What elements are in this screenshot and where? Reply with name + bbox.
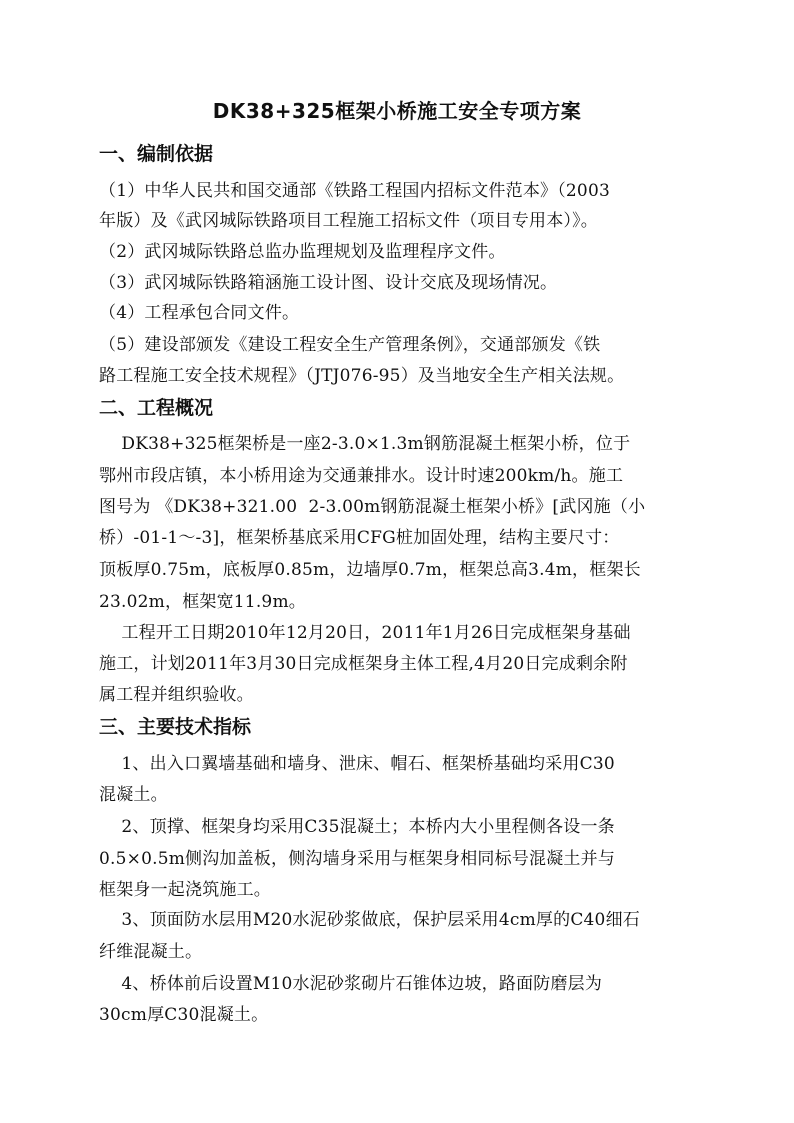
section-heading-overview: 二、工程概况 — [99, 397, 214, 419]
paragraph-line: 23.02m，框架宽11.9m。 — [99, 592, 306, 612]
paragraph-line: 图号为 《DK38+321.00 2-3.00m钢筋混凝土框架小桥》[武冈施（小 — [99, 497, 646, 517]
paragraph-line: 3、顶面防水层用M20水泥砂浆做底，保护层采用4cm厚的C40细石 — [99, 910, 640, 930]
paragraph-line: （5）建设部颁发《建设工程安全生产管理条例》，交通部颁发《铁 — [99, 335, 601, 355]
section-heading-basis: 一、编制依据 — [99, 143, 214, 165]
paragraph-line: 混凝土。 — [99, 785, 168, 805]
paragraph-line: DK38+325框架桥是一座2-3.0×1.3m钢筋混凝土框架小桥，位于 — [99, 434, 631, 454]
paragraph-line: 1、出入口翼墙基础和墙身、泄床、帽石、框架桥基础均采用C30 — [99, 754, 615, 774]
paragraph-line: 施工，计划2011年3月30日完成框架身主体工程,4月20日完成剩余附 — [99, 654, 628, 674]
paragraph-line: 4、桥体前后设置M10水泥砂浆砌片石锥体边坡，路面防磨层为 — [99, 974, 603, 994]
paragraph-line: 2、顶撑、框架身均采用C35混凝土；本桥内大小里程侧各设一条 — [99, 817, 615, 837]
paragraph-line: 工程开工日期2010年12月20日，2011年1月26日完成框架身基础 — [99, 623, 631, 643]
paragraph-line: （1）中华人民共和国交通部《铁路工程国内招标文件范本》（2003 — [99, 181, 610, 201]
paragraph-line: 桥）-01-1～-3]，框架桥基底采用CFG桩加固处理，结构主要尺寸： — [99, 528, 620, 548]
paragraph-line: 路工程施工安全技术规程》（JTJ076-95）及当地安全生产相关法规。 — [99, 366, 625, 386]
section-heading-indicators: 三、主要技术指标 — [99, 716, 252, 738]
paragraph-line: 纤维混凝土。 — [99, 942, 203, 962]
paragraph-line: （2）武冈城际铁路总监办监理规划及监理程序文件。 — [99, 242, 506, 262]
paragraph-line: 30cm厚C30混凝土。 — [99, 1005, 269, 1025]
paragraph-line: 鄂州市段店镇，本小桥用途为交通兼排水。设计时速200km/h。施工 — [99, 466, 624, 486]
paragraph-line: 顶板厚0.75m，底板厚0.85m，边墙厚0.7m，框架总高3.4m，框架长 — [99, 560, 641, 580]
paragraph-line: （3）武冈城际铁路箱涵施工设计图、设计交底及现场情况。 — [99, 273, 558, 293]
document-title: DK38+325框架小桥施工安全专项方案 — [212, 99, 582, 123]
paragraph-line: （4）工程承包合同文件。 — [99, 303, 300, 323]
paragraph-line: 年版）及《武冈城际铁路项目工程施工招标文件（项目专用本）》。 — [99, 211, 598, 231]
paragraph-line: 属工程并组织验收。 — [99, 685, 254, 705]
paragraph-line: 0.5×0.5m侧沟加盖板，侧沟墙身采用与框架身相同标号混凝土并与 — [99, 849, 616, 869]
paragraph-line: 框架身一起浇筑施工。 — [99, 880, 271, 900]
